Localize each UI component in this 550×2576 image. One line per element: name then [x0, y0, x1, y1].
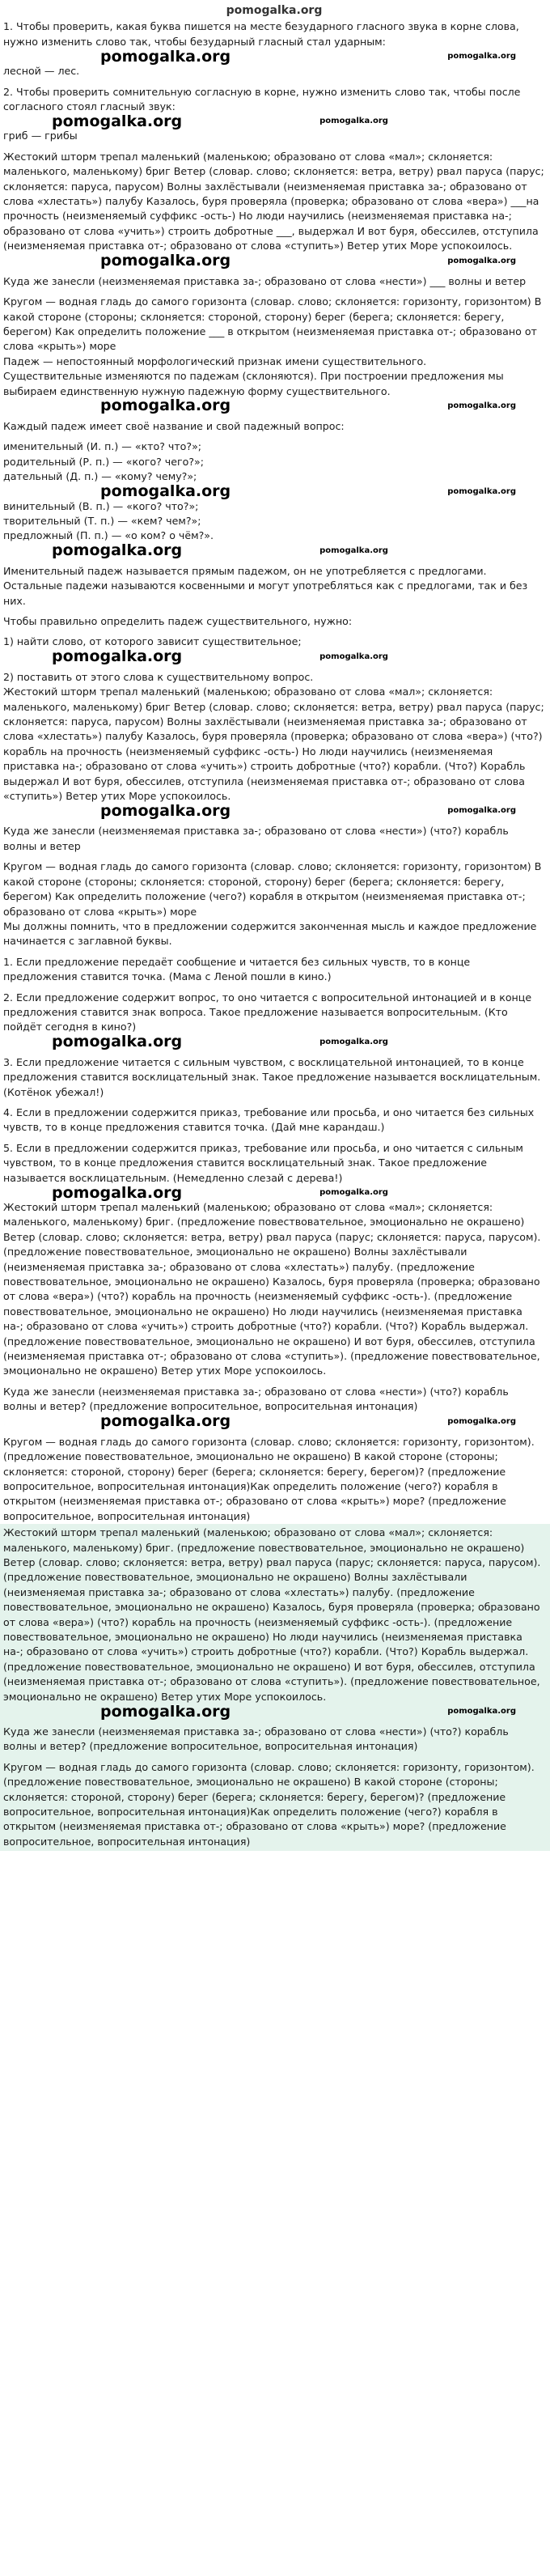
paragraph-gap [3, 1429, 545, 1435]
paragraph-gap [3, 144, 545, 150]
watermark-row [3, 1412, 545, 1431]
text-paragraph: 1. Чтобы проверить, какая буква пишется на месте безударного гласного звука в корне слова, нужно изменить слово так, чтобы безударный гласный стал ударным: [3, 20, 519, 48]
text-paragraph: Жестокий шторм трепал маленький (маленькою; образовано от слова «мал»; склоняется: маленького, маленькому) бриг Ветер (словар. слово; склоняется: ветра, ветру) рвал паруса (парус; склоняется: паруса, парусом) Волны захлёстывали (неизменяемая приставка за-; образовано от слова «хлестать») палубу Казалось, буря проверяла (проверка; образовано от слова «вера») ___на прочность (неизменяемый суффикс -ость-) Но люди научились (неизменяемая приставка на-; образовано от слова «учить») строить добротные ___, выдержал И вот буря, обессилев, отступила (неизменяемая приставка от-; образовано от слова «ступить») Ветер утих Море успокоилось. [3, 150, 544, 253]
paragraph-gap [3, 289, 545, 295]
paragraph-gap [3, 1135, 545, 1141]
paragraph-gap [3, 1755, 545, 1760]
text-paragraph: 3. Если предложение читается с сильным чувством, с восклицательной интонацией, то в конце предложения ставится восклицательный знак. Такое предложение называется восклицательным. (Котёнок убежал!) [3, 1055, 541, 1098]
text-paragraph: Каждый падеж имеет своё название и свой падежный вопрос: [3, 419, 345, 432]
text-paragraph: 2) поставить от этого слова к существительному вопрос. [3, 670, 314, 683]
text-paragraph: Жестокий шторм трепал маленький (маленькою; образовано от слова «мал»; склоняется: маленького, маленькому) бриг Ветер (словар. слово; склоняется: ветра, ветру) рвал паруса (парус; склоняется: паруса, парусом) Волны захлёстывали (неизменяемая приставка за-; образовано от слова «хлестать») палубу Казалось, буря проверяла (проверка; образовано от слова «вера») (что?) корабль на прочность (неизменяемый суффикс -ость-) Но люди научились (неизменяемая приставка на-; образовано от слова «учить») строить добротные (что?) корабли. (Что?) Корабль выдержал И вот буря, обессилев, отступила (неизменяемая приставка от-; образовано от слова «ступить») Ветер утих Море успокоилось. [3, 685, 544, 803]
watermark-text: pomogalka.org [52, 647, 183, 666]
document-body [3, 19, 545, 1524]
text-paragraph: лесной — лес. [3, 65, 80, 78]
watermark-row [3, 541, 545, 560]
text-paragraph: Куда же занесли (неизменяемая приставка за-; образовано от слова «нести») (что?) корабль волны и ветер [3, 825, 509, 852]
text-paragraph: 5. Если в предложении содержится приказ, требование или просьба, и оно читается с сильным чувством, то в конце предложения ставится восклицательный знак. Такое предложение называется восклицательным. (Немедленно слезай с дерева!) [3, 1141, 523, 1184]
watermark-row [3, 1704, 545, 1719]
watermark-text: pomogalka.org [447, 52, 516, 62]
watermark-text: pomogalka.org [52, 1183, 183, 1202]
watermark-text: pomogalka.org [319, 117, 388, 126]
watermark-text: pomogalka.org [447, 256, 516, 265]
text-paragraph: 1) найти слово, от которого зависит существительное; [3, 635, 302, 648]
text-paragraph: Кругом — водная гладь до самого горизонта (словар. слово; склоняется: горизонту, горизонтом). (предложение повествовательное, эмоционально не окрашено) В какой стороне (стороны; склоняется: стороной, сторону) берег (берега; склоняется: берегу, берегом)? (предложение вопросительное, вопросительная интонация)Как определить положение (чего?) корабля в открытом (неизменяемая приставка от-; образовано от слова «крыть») море? (предложение вопросительное, вопросительная интонация) [3, 1435, 535, 1522]
text-paragraph: 4. Если в предложении содержится приказ, требование или просьба, и оно читается без сильных чувств, то в конце предложения ставится точка. (Дай мне карандаш.) [3, 1106, 535, 1134]
watermark-text: pomogalka.org [100, 482, 231, 501]
text-paragraph: Падеж — непостоянный морфологический признак имени существительного. [3, 354, 427, 367]
site-watermark-header: pomogalka.org [226, 4, 323, 17]
text-paragraph: гриб — грибы [3, 129, 78, 142]
watermark-text: pomogalka.org [447, 1707, 516, 1716]
paragraph-gap [3, 985, 545, 991]
text-paragraph: Куда же занесли (неизменяемая приставка за-; образовано от слова «нести») ___ волны и ветер [3, 274, 527, 287]
watermark-text: pomogalka.org [319, 651, 388, 661]
paragraph-gap [3, 434, 545, 439]
watermark-row [3, 49, 545, 64]
watermark-row [3, 801, 545, 820]
text-paragraph: творительный (Т. п.) — «кем? чем?»; [3, 514, 201, 527]
paragraph-gap [3, 854, 545, 859]
watermark-text: pomogalka.org [447, 486, 516, 496]
paragraph-gap [3, 949, 545, 955]
text-paragraph: Жестокий шторм трепал маленький (маленькою; образовано от слова «мал»; склоняется: маленького, маленькому) бриг. (предложение повествовательное, эмоционально не окрашено) Ветер (словар. слово; склоняется: ветра, ветру) рвал паруса (парус; склоняется: паруса, парусом). (предложение повествовательное, эмоционально не окрашено) Волны захлёстывали (неизменяемая приставка за-; образовано от слова «хлестать») палубу. (предложение повествовательное, эмоционально не окрашено) Казалось, буря проверяла (проверка; образовано от слова «вера») (что?) корабль на прочность (неизменяемый суффикс -ость-). (предложение повествовательное, эмоционально не окрашено) Но люди научились (неизменяемая приставка на-; образовано от слова «учить») строить добротные (что?) корабли. (Что?) Корабль выдержал. (предложение повествовательное, эмоционально не окрашено) И вот буря, обессилев, отступила (неизменяемая приставка от-; образовано от слова «ступить»). (предложение повествовательное, эмоционально не окрашено) Ветер утих Море успокоилось. [3, 1201, 541, 1377]
paragraph-gap [3, 414, 545, 419]
paragraph-gap [3, 1100, 545, 1106]
text-paragraph: винительный (В. п.) — «кого? что?»; [3, 499, 199, 512]
paragraph-gap [3, 1719, 545, 1725]
watermark-row [3, 399, 545, 414]
text-paragraph: родительный (Р. п.) — «кого? чего?»; [3, 455, 204, 468]
watermark-text: pomogalka.org [319, 545, 388, 555]
paragraph-gap [3, 1379, 545, 1385]
watermark-text: pomogalka.org [447, 806, 516, 816]
text-paragraph: Именительный падеж называется прямым падежом, он не употребляется с предлогами. Остальные падежи называются косвенными и могут употребляться как с предлогами, так и без них. [3, 564, 528, 607]
answer-block [0, 1524, 550, 1851]
text-paragraph: Жестокий шторм трепал маленький (маленькою; образовано от слова «мал»; склоняется: маленького, маленькому) бриг. (предложение повествовательное, эмоционально не окрашено) Ветер (словар. слово; склоняется: ветра, ветру) рвал паруса (парус; склоняется: паруса, парусом). (предложение повествовательное, эмоционально не окрашено) Волны захлёстывали (неизменяемая приставка за-; образовано от слова «хлестать») палубу. (предложение повествовательное, эмоционально не окрашено) Казалось, буря проверяла (проверка; образовано от слова «вера») (что?) корабль на прочность (неизменяемый суффикс -ость-). (предложение повествовательное, эмоционально не окрашено) Но люди научились (неизменяемая приставка на-; образовано от слова «учить») строить добротные (что?) корабли. (Что?) Корабль выдержал. (предложение повествовательное, эмоционально не окрашено) И вот буря, обессилев, отступила (неизменяемая приставка от-; образовано от слова «ступить»). (предложение повествовательное, эмоционально не окрашено) Ветер утих Море успокоилось. [3, 1526, 541, 1703]
watermark-row [3, 1035, 545, 1050]
paragraph-gap [3, 818, 545, 824]
watermark-text: pomogalka.org [52, 112, 183, 130]
watermark-text: pomogalka.org [319, 1188, 388, 1197]
text-paragraph: 2. Если предложение содержит вопрос, то оно читается с вопросительной интонацией и в конце предложения ставится знак вопроса. Такое предложение называется вопросительным. (Кто пойдёт сегодня в кино?) [3, 991, 532, 1033]
watermark-text: pomogalka.org [52, 541, 183, 560]
watermark-row [3, 1183, 545, 1202]
text-paragraph: Кругом — водная гладь до самого горизонта (словар. слово; склоняется: горизонту, горизонтом) В какой стороне (стороны; склоняется: стороной, сторону) берег (берега; склоняется: берегу, берегом) Как определить положение ___ в открытом (неизменяемая приставка от-; образовано от слова «крыть») море [3, 295, 542, 353]
watermark-text: pomogalka.org [100, 397, 231, 415]
text-paragraph: Кругом — водная гладь до самого горизонта (словар. слово; склоняется: горизонту, горизонтом). (предложение повествовательное, эмоционально не окрашено) В какой стороне (стороны; склоняется: стороной, сторону) берег (берега; склоняется: берегу, берегом)? (предложение вопросительное, вопросительная интонация)Как определить положение (чего?) корабля в открытом (неизменяемая приставка от-; образовано от слова «крыть») море? (предложение вопросительное, вопросительная интонация) [3, 1760, 535, 1848]
watermark-text: pomogalka.org [100, 1702, 231, 1721]
watermark-row [3, 254, 545, 269]
watermark-row [3, 482, 545, 501]
text-paragraph: Мы должны помнить, что в предложении содержится законченная мысль и каждое предложение начинается с заглавной буквы. [3, 919, 537, 948]
watermark-text: pomogalka.org [447, 1416, 516, 1426]
text-paragraph: 1. Если предложение передаёт сообщение и читается без сильных чувств, то в конце предложения ставится точка. (Мама с Леной пошли в кино.) [3, 955, 471, 983]
watermark-row [3, 114, 545, 129]
text-paragraph: Чтобы правильно определить падеж существительного, нужно: [3, 615, 353, 627]
watermark-text: pomogalka.org [100, 1412, 231, 1431]
text-paragraph: Кругом — водная гладь до самого горизонта (словар. слово; склоняется: горизонту, горизонтом) В какой стороне (стороны; склоняется: стороной, сторону) берег (берега; склоняется: берегу, берегом) Как определить положение (чего?) корабля в открытом (неизменяемая приставка от-; образовано от слова «крыть») море [3, 860, 542, 918]
watermark-text: pomogalka.org [100, 801, 231, 820]
paragraph-gap [3, 609, 545, 614]
paragraph-gap [3, 79, 545, 85]
watermark-text: pomogalka.org [100, 252, 231, 270]
text-paragraph: предложный (П. п.) — «о ком? о чём?». [3, 529, 214, 542]
text-paragraph: Куда же занесли (неизменяемая приставка за-; образовано от слова «нести») (что?) корабль волны и ветер? (предложение вопросительное, вопросительная интонация) [3, 1725, 509, 1753]
watermark-text: pomogalka.org [100, 47, 231, 66]
text-paragraph: именительный (И. п.) — «кто? что?»; [3, 440, 202, 453]
paragraph-gap [3, 269, 545, 274]
text-paragraph: Куда же занесли (неизменяемая приставка за-; образовано от слова «нести») (что?) корабль волны и ветер? (предложение вопросительное, вопросительная интонация) [3, 1385, 509, 1413]
text-paragraph: Существительные изменяются по падежам (склоняются). При построении предложения мы выбираем единственную нужную падежную форму существительного. [3, 370, 504, 397]
watermark-text: pomogalka.org [52, 1033, 183, 1051]
text-paragraph: дательный (Д. п.) — «кому? чему?»; [3, 470, 197, 483]
text-paragraph: 2. Чтобы проверить сомнительную согласную в корне, нужно изменить слово так, чтобы после согласного стоял гласный звук: [3, 85, 521, 113]
watermark-text: pomogalka.org [319, 1037, 388, 1046]
watermark-row [3, 647, 545, 666]
paragraph-gap [3, 629, 545, 634]
watermark-text: pomogalka.org [447, 401, 516, 410]
